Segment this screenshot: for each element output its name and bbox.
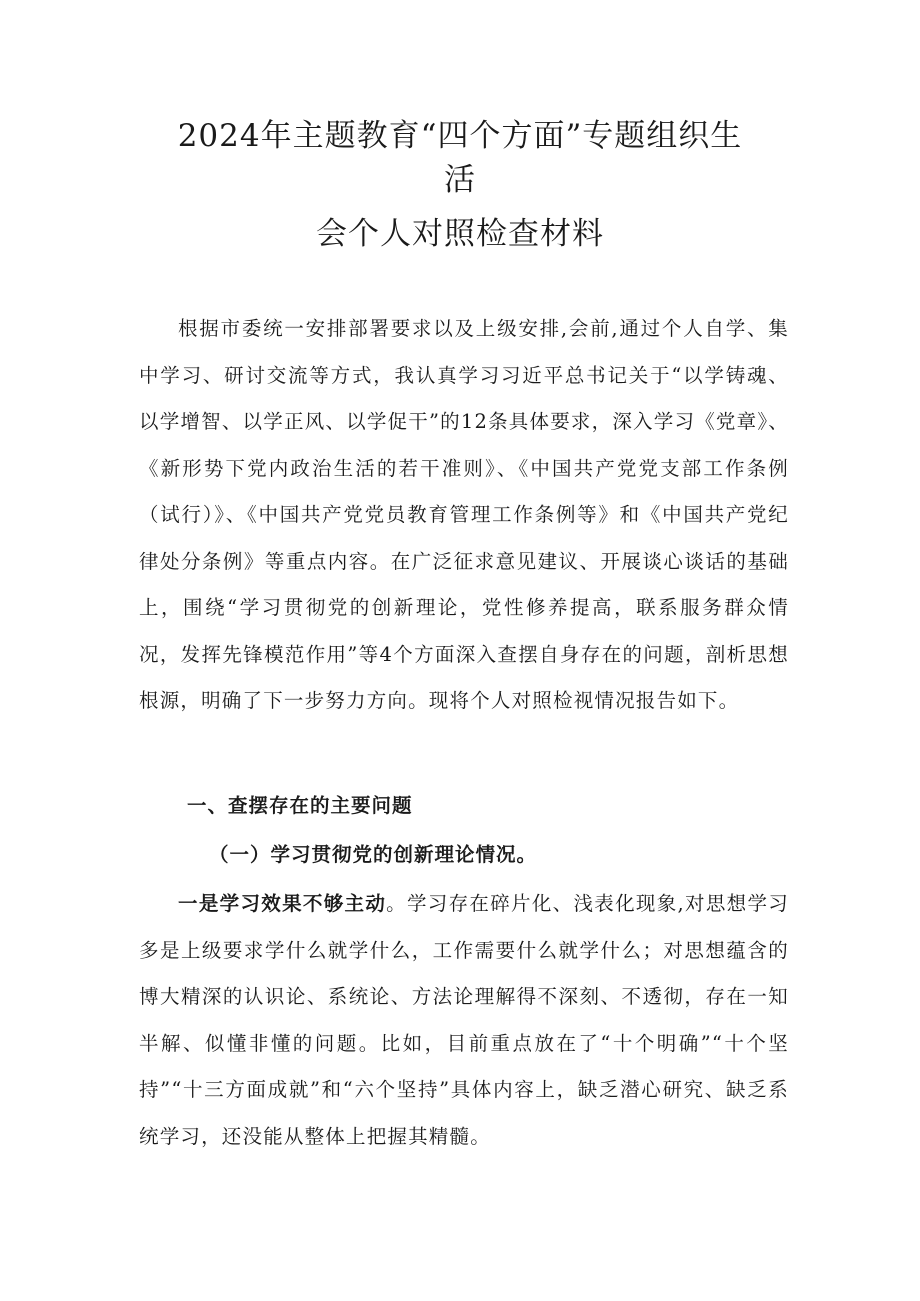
subsection-heading-1: （一）学习贯彻党的创新理论情况。: [209, 843, 538, 866]
intro-paragraph: 根据市委统一安排部署要求以及上级安排,会前,通过个人自学、集中学习、研讨交流等方式，我认真学习习近平总书记关于“以学铸魂、以学增智、以学正风、以学促干”的12条具体要求，深入学习《党章》、《新形势下党内政治生活的若干准则》、《中国共产党党支部工作条例（试行）》、《中国共产党党员教育管理工作条例等》和《中国共产党纪律处分条例》等重点内容。在广泛征求意见建议、开展谈心谈话的基础上，围绕“学习贯彻党的创新理论，党性修养提高，联系服务群众情况，发挥先锋模范作用”等4个方面深入查摆自身存在的问题，剖析思想根源，明确了下一步努力方向。现将个人对照检视情况报告如下。: [139, 317, 789, 712]
body-paragraph-point-1: [139, 881, 789, 1160]
section-heading-1: 一、查摆存在的主要问题: [187, 794, 413, 817]
document-title-line-2: 活: [444, 162, 476, 198]
point-1-text: 。学习存在碎片化、浅表化现象,对思想学习多是上级要求学什么就学什么，工作需要什么就学什么；对思想蕴含的博大精深的认识论、系统论、方法论理解得不深刻、不透彻，存在一知半解、似懂非懂的问题。比如，目前重点放在了“十个明确”“十个坚持”“十三方面成就”和“六个坚持”具体内容上，缺乏潜心研究、缺乏系统学习，还没能从整体上把握其精髓。: [139, 892, 789, 1148]
document-title-line-1: 2024年主题教育“四个方面”专题组织生: [177, 118, 743, 154]
document-title-line-3: 会个人对照检查材料: [316, 216, 604, 252]
point-1-lead: 一是学习效果不够主动: [178, 892, 387, 915]
